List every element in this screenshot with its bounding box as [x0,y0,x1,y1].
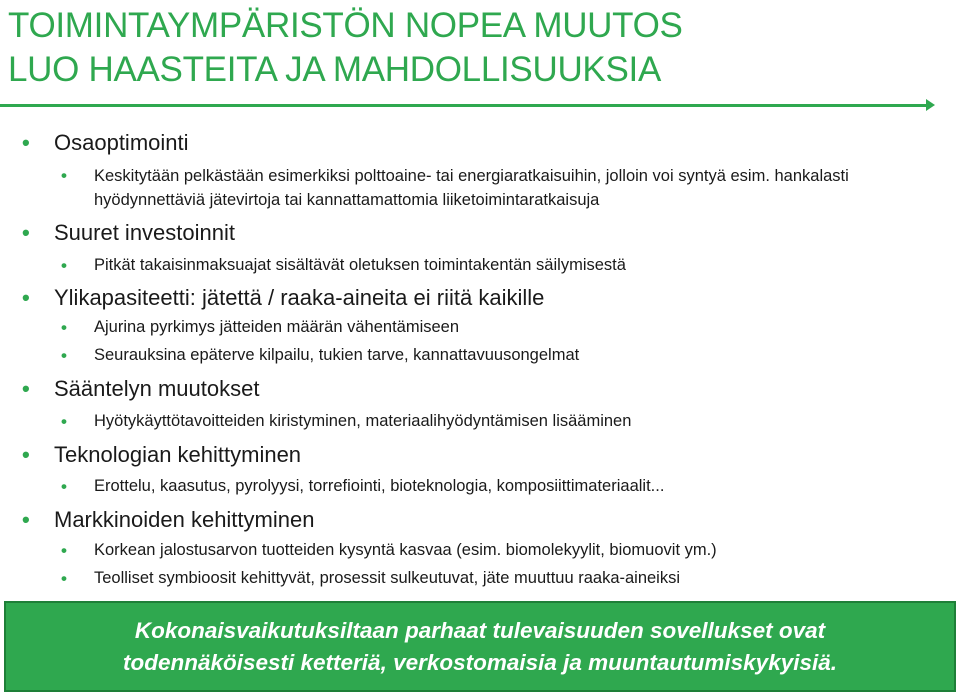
bullet-icon: • [61,569,67,588]
bullet-heading: • Sääntelyn muutokset [22,376,260,401]
bullet-icon: • [61,541,67,560]
banner-line-2: todennäköisesti ketteriä, verkostomaisia ja muuntautumiskykyisiä. [122,649,838,675]
bullet-item: • Korkean jalostusarvon tuotteiden kysyntä kasvaa (esim. biomolekyylit, biomuovit ym.) [61,541,717,560]
bullet-heading: • Osaoptimointi [22,130,189,155]
bullet-item: • Erottelu, kaasutus, pyrolyysi, torrefiointi, bioteknologia, komposiittimateriaalit... [61,477,665,496]
bullet-item: • Ajurina pyrkimys jätteiden määrän vähentämiseen [61,318,460,337]
bullet-heading: • Suuret investoinnit [22,220,235,245]
bullet-item: • Seurauksina epäterve kilpailu, tukien tarve, kannattavuusongelmat [61,346,580,365]
bullet-heading: • Teknologian kehittyminen [22,442,302,467]
bullet-icon: • [61,318,67,337]
bullet-item: • Keskitytään pelkästään esimerkiksi polttoaine- tai energiaratkaisuihin, jolloin voi syntyä esim. hankalasti hyödynnettäviä jätevirtoja tai kannattamattomia liiketoimintaratkaisuja [61,166,849,209]
bullet-heading: • Markkinoiden kehittyminen [22,507,315,532]
bullet-item: • Pitkät takaisinmaksuajat sisältävät oletuksen toimintakentän säilymisestä [61,256,626,275]
title-divider [0,104,930,107]
conclusion-banner [4,601,956,692]
slide-title [8,4,948,92]
bullet-heading: • Ylikapasiteetti: jätettä / raaka-aineita ei riitä kaikille [22,285,545,310]
bullet-item: • Hyötykäyttötavoitteiden kiristyminen, materiaalihyödyntämisen lisääminen [61,412,632,431]
bullet-icon: • [61,477,67,496]
bullet-icon: • [22,285,30,310]
bullet-icon: • [22,442,30,467]
bullet-icon: • [22,376,30,401]
bullet-icon: • [61,412,67,431]
bullet-icon: • [22,220,30,245]
bullet-icon: • [61,256,67,275]
bullet-icon: • [61,166,67,185]
bullet-icon: • [61,346,67,365]
slide-title-line-2: LUO HAASTEITA JA MAHDOLLISUUKSIA [8,50,661,89]
slide-title-line-1: TOIMINTAYMPÄRISTÖN NOPEA MUUTOS [8,6,683,45]
bullet-item: • Teolliset symbioosit kehittyvät, prosessit sulkeutuvat, jäte muuttuu raaka-aineiksi [61,569,681,588]
divider-arrow-icon [926,99,935,111]
bullet-icon: • [22,130,30,155]
banner-line-1: Kokonaisvaikutuksiltaan parhaat tulevaisuuden sovellukset ovat [134,617,826,643]
bullet-icon: • [22,507,30,532]
